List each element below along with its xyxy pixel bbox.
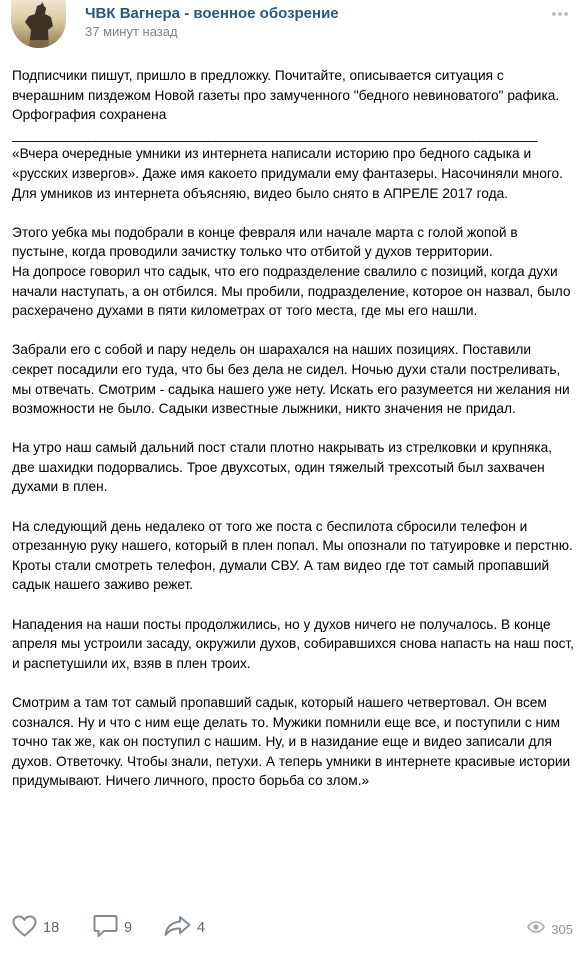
post-paragraph: На допросе говорил что садык, что его подразделение свалило с позиций, когда духи начали наступать, а он отбился. Мы пробили, подразделение, которое он назвал, было расхерачено духами в пяти километрах от того места, где мы его нашли. <box>12 263 571 319</box>
comment-icon <box>93 914 118 943</box>
paragraph-gap <box>12 595 574 615</box>
post-actions-bar <box>0 906 584 950</box>
post-header <box>11 0 571 48</box>
post-paragraph: На следующий день недалеко от того же поста с беспилота сбросили телефон и отрезанную руку нашего, который в плен попал. Мы опознали по татуировке и перстню. Кроты стали смотреть телефон, думали СВУ. А там видео где тот самый пропавший садык нашего заживо режет. <box>12 518 573 593</box>
community-name-link[interactable]: ЧВК Вагнера - военное обозрение <box>85 5 339 22</box>
paragraph-gap <box>12 203 574 223</box>
post-time[interactable]: 37 минут назад <box>85 24 178 39</box>
eye-icon <box>527 920 545 938</box>
share-button[interactable] <box>164 916 205 940</box>
three-dots-icon[interactable] <box>548 2 572 22</box>
views-counter <box>527 920 573 938</box>
paragraph-gap <box>12 419 574 439</box>
avatar[interactable] <box>11 0 66 48</box>
avatar-statue-image <box>11 0 66 48</box>
post-paragraph: Этого уебка мы подобрали в конце февраля или начале марта с голой жопой в пустыне, когда проводили зачистку только что отбитой у духов территории. <box>12 224 518 260</box>
comment-count: 9 <box>124 920 133 936</box>
post-text <box>12 66 574 791</box>
share-count: 4 <box>197 920 206 936</box>
paragraph-gap <box>12 497 574 517</box>
paragraph-gap <box>12 321 574 341</box>
post-paragraph: Нападения на наши посты продолжились, но у духов ничего не получалось. В конце апреля мы устроили засаду, окружили духов, собиравшихся снова напасть на наш пост, и распетушили их, взяв в плен троих. <box>12 616 574 671</box>
like-button[interactable] <box>12 916 59 940</box>
post-paragraph: На утро наш самый дальний пост стали плотно накрывать из стрелковки и крупняка, две шахидки подорвались. Трое двухсотых, один тяжелый трехсотый был захвачен духами в плен. <box>12 440 553 495</box>
post-paragraph: «Вчера очередные умники из интернета написали историю про бедного садыка и «русских извергов». Даже имя какоето придумали ему фантазеры. Насочиняли много. Для умников из интернета объясняю, видео было снято в АПРЕЛЕ 2017 года. <box>12 146 563 201</box>
separator-line: ___________________________________________________________________________________ <box>12 126 536 142</box>
heart-icon <box>12 915 37 942</box>
post-paragraph: Подписчики пишут, пришло в предложку. Почитайте, описывается ситуация с вчерашним пиздежом Новой газеты про замученного "бедного невиноватого" рафика. Орфография сохранена <box>12 68 560 123</box>
like-count: 18 <box>43 920 60 936</box>
views-count: 305 <box>551 921 573 937</box>
paragraph-gap <box>12 673 574 693</box>
post-paragraph: Смотрим а там тот самый пропавший садык, который нашего четвертовал. Он всем сознался. Ну и что с ним еще делать то. Мужики помнили еще все, и поступили с ним точно так же, как он поступил с нашим. Ну, и в назидание еще и видео записали для духов. Ответочку. Чтобы знали, петухи. А теперь умники в интернете красивые истории придумывают. Ничего личного, просто борьба со злом.» <box>12 695 571 789</box>
comment-button[interactable] <box>93 916 132 940</box>
share-icon <box>164 915 191 942</box>
post-paragraph: Забрали его с собой и пару недель он шарахался на наших позициях. Поставили секрет посадили его туда, что бы без дела не сидел. Ночью духи стали постреливать, мы отвечать. Смотрим - садыка нашего уже нету. Искать его разумеется ни желания ни возможности не было. Садыки известные лыжники, никто значения не придал. <box>12 342 570 417</box>
